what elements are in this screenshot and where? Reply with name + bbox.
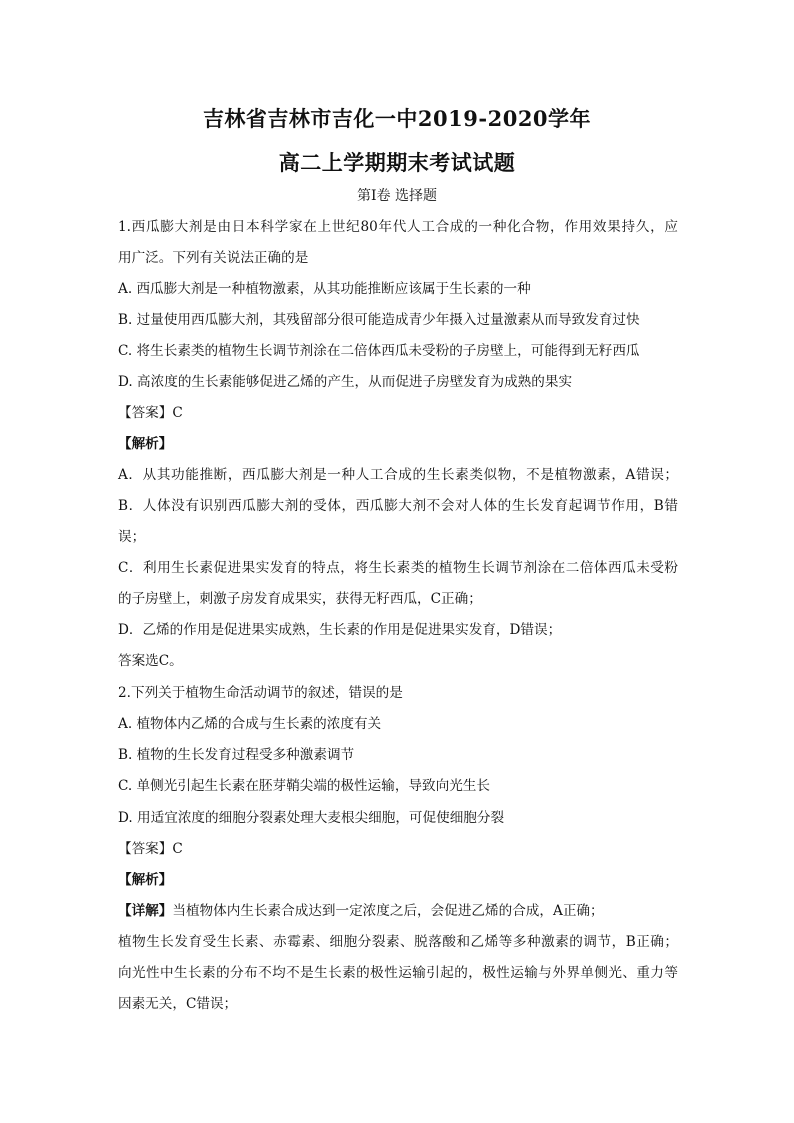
q2-option-b: B. 植物的生长发育过程受多种激素调节 xyxy=(118,747,355,763)
q2-detail-label: 【详解】 xyxy=(118,903,173,919)
document-title-line-1: 吉林省吉林市吉化一中2019-2020学年 xyxy=(202,106,592,131)
q1-explanation-b-line-2: 误； xyxy=(118,529,146,545)
q1-answer: 【答案】C xyxy=(118,405,183,421)
q1-option-c: C. 将生长素类的植物生长调节剂涂在二倍体西瓜未受粉的子房壁上，可能得到无籽西瓜 xyxy=(118,343,640,359)
q1-stem-line-2: 用广泛。下列有关说法正确的是 xyxy=(118,250,309,266)
q2-option-a: A. 植物体内乙烯的合成与生长素的浓度有关 xyxy=(118,716,382,732)
q1-explanation-b-line-1: B．人体没有识别西瓜膨大剂的受体，西瓜膨大剂不会对人体的生长发育起调节作用，B错 xyxy=(118,498,678,514)
q2-stem: 2.下列关于植物生命活动调节的叙述，错误的是 xyxy=(118,685,403,701)
q2-option-d: D. 用适宜浓度的细胞分裂素处理大麦根尖细胞，可促使细胞分裂 xyxy=(118,810,505,826)
q1-stem-line-1: 1.西瓜膨大剂是由日本科学家在上世纪80年代人工合成的一种化合物，作用效果持久，应 xyxy=(118,219,678,235)
section-heading: 第Ⅰ卷 选择题 xyxy=(357,188,437,204)
q2-answer: 【答案】C xyxy=(118,841,183,857)
q2-detail-line-1 xyxy=(118,901,678,921)
q2-analysis-label: 【解析】 xyxy=(118,872,173,888)
q1-explanation-d: D．乙烯的作用是促进果实成熟，生长素的作用是促进果实发育，D错误； xyxy=(118,622,562,638)
q1-option-b: B. 过量使用西瓜膨大剂，其残留部分很可能造成青少年摄入过量激素从而导致发育过快 xyxy=(118,312,640,328)
q1-explanation-c-line-1: C．利用生长素促进果实发育的特点，将生长素类的植物生长调节剂涂在二倍体西瓜未受粉 xyxy=(118,560,678,576)
q2-detail-line-4: 因素无关，C错误； xyxy=(118,996,238,1012)
q1-option-d: D. 高浓度的生长素能够促进乙烯的产生，从而促进子房壁发育为成熟的果实 xyxy=(118,374,573,390)
q2-option-c: C. 单侧光引起生长素在胚芽鞘尖端的极性运输，导致向光生长 xyxy=(118,778,490,794)
q1-conclusion: 答案选C。 xyxy=(118,653,183,669)
q1-option-a: A. 西瓜膨大剂是一种植物激素，从其功能推断应该属于生长素的一种 xyxy=(118,281,531,297)
document-title-line-2: 高二上学期期末考试试题 xyxy=(278,150,516,175)
q1-analysis-label: 【解析】 xyxy=(118,436,173,452)
q2-detail-text-1: 当植物体内生长素合成达到一定浓度之后，会促进乙烯的合成，A正确； xyxy=(172,903,604,919)
q2-detail-line-3: 向光性中生长素的分布不均不是生长素的极性运输引起的，极性运输与外界单侧光、重力等 xyxy=(118,965,678,981)
q1-explanation-a: A．从其功能推断，西瓜膨大剂是一种人工合成的生长素类似物，不是植物激素，A错误； xyxy=(118,467,678,483)
q1-explanation-c-line-2: 的子房壁上，刺激子房发育成果实，获得无籽西瓜，C正确； xyxy=(118,591,482,607)
q2-detail-line-2: 植物生长发育受生长素、赤霉素、细胞分裂素、脱落酸和乙烯等多种激素的调节，B正确； xyxy=(118,934,678,950)
